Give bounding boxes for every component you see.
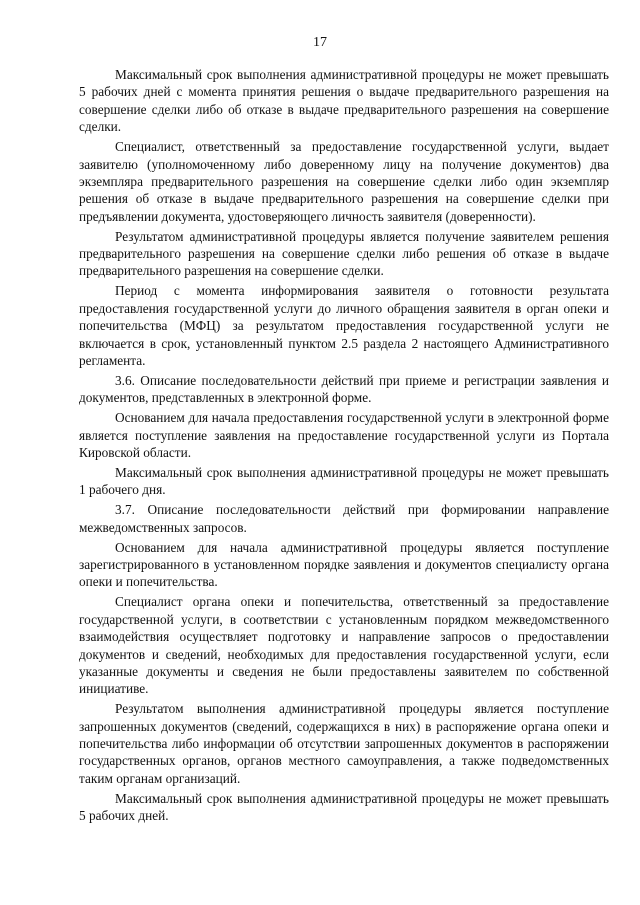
paragraph-max-term-decision: Максимальный срок выполнения административной процедуры не может превышать 5 рабочих дней с момента принятия решения о выдаче предварительного разрешения на совершение сделки либо об отказе в выдаче предварительного разрешения на совершение сделки. bbox=[79, 67, 609, 135]
paragraph-specialist-requests: Специалист органа опеки и попечительства, ответственный за предоставление государственной услуги, в соответствии с установленным порядком межведомственного взаимодействия осуществляет подготовку и направление запросов о предоставлении документов и сведений, необходимых для предоставления государственной услуги, если указанные документы и сведения не были предоставлены заявителем по собственной инициативе. bbox=[79, 594, 609, 697]
paragraph-period-not-included: Период с момента информирования заявителя о готовности результата предоставления государственной услуги до личного обращения заявителя в орган опеки и попечительства (МФЦ) за результатом предоставления государственной услуги не включается в срок, установленный пунктом 2.5 раздела 2 настоящего Административного регламента. bbox=[79, 283, 609, 368]
paragraph-issuance: Специалист, ответственный за предоставление государственной услуги, выдает заявителю (уполномоченному либо доверенному лицу на получение документов) два экземпляра предварительного разрешения на совершение сделки либо один экземпляр решения об отказе в выдаче предварительного разрешения на совершение сделки при предъявлении документа, удостоверяющего личность заявителя (доверенности). bbox=[79, 139, 609, 224]
paragraph-interagency-result: Результатом выполнения административной процедуры является поступление запрошенных документов (сведений, содержащихся в них) в распоряжение органа опеки и попечительства либо информации об отсутствии запрошенных документов в распоряжении государственных органов, органов местного самоуправления, а также подведомственных таким органам организаций. bbox=[79, 701, 609, 786]
document-body bbox=[79, 66, 609, 827]
paragraph-result-receipt: Результатом административной процедуры является получение заявителем решения предварительного разрешения на совершение сделки либо решения об отказе в выдаче предварительного разрешения на совершение сделки. bbox=[79, 228, 609, 279]
paragraph-max-term-five-days: Максимальный срок выполнения административной процедуры не может превышать 5 рабочих дней. bbox=[79, 790, 609, 824]
paragraph-interagency-basis: Основанием для начала административной процедуры является поступление зарегистрированного в установленном порядке заявления и документов специалисту органа опеки и попечительства. bbox=[79, 539, 609, 590]
page-number: 17 bbox=[313, 35, 327, 50]
section-3-7-heading: 3.7. Описание последовательности действий при формировании направление межведомственных запросов. bbox=[79, 502, 609, 535]
section-3-6-heading: 3.6. Описание последовательности действий при приеме и регистрации заявления и документов, представленных в электронной форме. bbox=[79, 372, 609, 406]
paragraph-electronic-basis: Основанием для начала предоставления государственной услуги в электронной форме является поступление заявления на предоставление государственной услуги из Портала Кировской области. bbox=[79, 410, 609, 461]
paragraph-max-term-one-day: Максимальный срок выполнения административной процедуры не может превышать 1 рабочего дня. bbox=[79, 464, 609, 498]
